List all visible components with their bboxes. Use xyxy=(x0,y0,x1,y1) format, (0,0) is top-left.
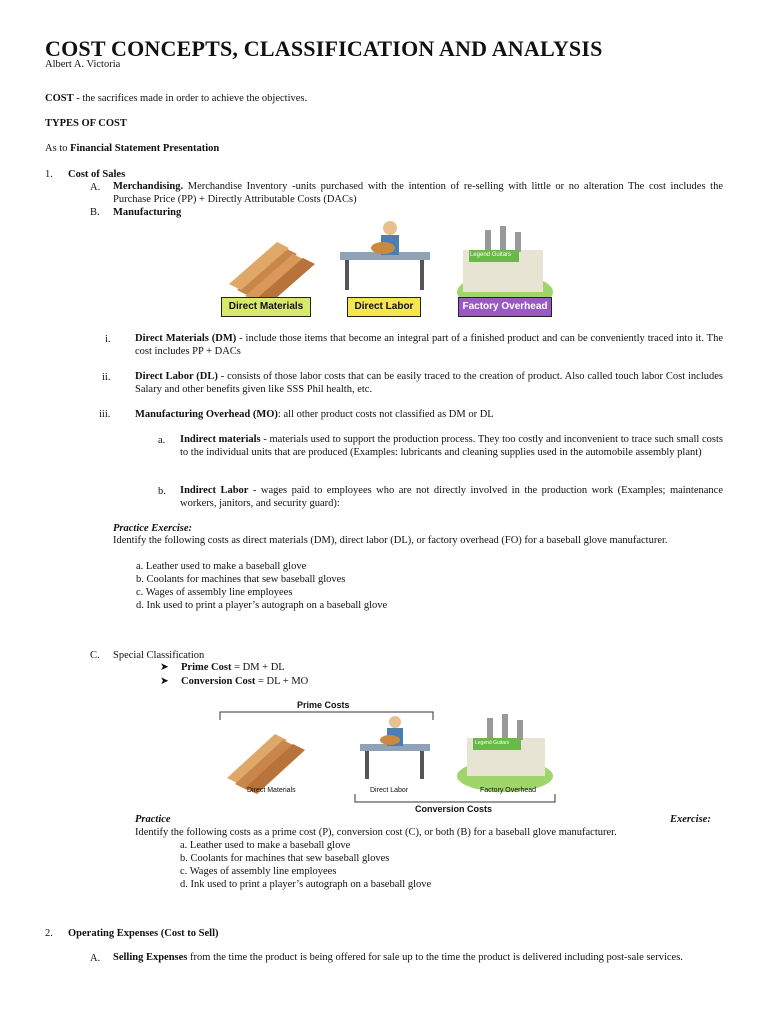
prime-conversion-diagram xyxy=(215,698,560,816)
worker-image xyxy=(340,221,430,290)
as-to-bold: Financial Statement Presentation xyxy=(70,143,220,154)
manuf-label: Manufacturing xyxy=(113,207,182,218)
selling-text: from the time the product is being offered for sale up to the time the product is delivered including post-sale services. xyxy=(187,952,683,963)
dl-label: Direct Labor (DL) xyxy=(135,371,218,382)
page-title: COST CONCEPTS, CLASSIFICATION AND ANALYSIS xyxy=(45,36,603,61)
merch-text: Merchandise Inventory -units purchased with the intention of re-selling with little or no alteration The cost includes the Purchase Price (PP) + Directly Attributable Costs (DACs) xyxy=(113,181,723,205)
conversion-costs-label: Conversion Costs xyxy=(415,804,493,814)
practice1-intro: Identify the following costs as direct materials (DM), direct labor (DL), or factory overhead (FO) for a baseball glove manufacturer. xyxy=(113,535,668,546)
conversion-bullet: ➤ xyxy=(160,676,169,687)
dm-paragraph xyxy=(135,333,723,358)
item2-label: Operating Expenses (Cost to Sell) xyxy=(68,928,219,939)
mo-num: iii. xyxy=(99,409,111,420)
types-heading: TYPES OF COST xyxy=(45,118,127,129)
prime-costs-label: Prime Costs xyxy=(297,700,350,710)
il-text: - wages paid to employees who are not directly involved in the production work (Examples; maintenance workers, janitors, and security guard): xyxy=(180,485,723,509)
practice1-item-c: c. Wages of assembly line employees xyxy=(136,587,293,598)
factory-image-2 xyxy=(457,714,553,792)
diagram2-sign: Legend Guitars xyxy=(475,740,510,746)
merch-paragraph xyxy=(113,181,723,206)
conversion-line xyxy=(181,675,308,688)
diagram1-fo-label: Factory Overhead xyxy=(458,297,552,317)
practice2-item-c: c. Wages of assembly line employees xyxy=(180,866,337,877)
merch-letter: A. xyxy=(90,182,101,193)
im-paragraph xyxy=(180,434,723,459)
diagram1-dm-label: Direct Materials xyxy=(221,297,311,317)
prime-line xyxy=(181,661,285,674)
diagram1-dl-label: Direct Labor xyxy=(347,297,421,317)
practice2-intro: Identify the following costs as a prime cost (P), conversion cost (C), or both (B) for a baseball glove manufacturer. xyxy=(135,827,617,838)
diagram2-dm-label: Direct Materials xyxy=(247,787,296,794)
il-label: Indirect Labor xyxy=(180,485,249,496)
mo-paragraph xyxy=(135,408,494,421)
im-text: - materials used to support the production process. They too costly and inconvenient to trace such small costs to the individual units that are produced (Examples: lubricants and cleaning supplies used in the automobile assembly plant) xyxy=(180,434,723,458)
dl-text: - consists of those labor costs that can be easily traced to the creation of product. Also called touch labor Cost includes Salary and other benefits given like SSS Phil health, etc. xyxy=(135,371,723,395)
diagram2-fo-label: Factory Overhead xyxy=(480,787,537,794)
il-letter: b. xyxy=(158,486,166,497)
practice1-heading: Practice Exercise: xyxy=(113,523,193,534)
conversion-label: Conversion Cost xyxy=(181,676,256,687)
practice1-item-b: b. Coolants for machines that sew baseball gloves xyxy=(136,574,346,585)
practice2-heading-left: Practice xyxy=(135,814,171,825)
dl-num: ii. xyxy=(102,372,111,383)
item1-num: 1. xyxy=(45,169,53,180)
item1-label: Cost of Sales xyxy=(68,169,126,180)
diagram2-art xyxy=(215,698,560,816)
conversion-text: = DL + MO xyxy=(255,676,309,687)
merch-label: Merchandising. xyxy=(113,181,184,192)
special-label: Special Classification xyxy=(113,650,205,661)
prime-bullet: ➤ xyxy=(160,662,169,673)
special-letter: C. xyxy=(90,650,100,661)
dm-text: - include those items that become an integral part of a finished product and can be conveniently traced into it. The cost includes PP + DACs xyxy=(135,333,723,357)
cost-text: - the sacrifices made in order to achieve the objectives. xyxy=(73,93,308,104)
selling-paragraph xyxy=(113,952,723,965)
prime-text: = DM + DL xyxy=(231,662,285,673)
mo-text: : all other product costs not classified as DM or DL xyxy=(277,409,494,420)
prime-label: Prime Cost xyxy=(181,662,232,673)
dm-label: Direct Materials (DM) xyxy=(135,333,237,344)
practice2-item-d: d. Ink used to print a player’s autograph on a baseball glove xyxy=(180,879,432,890)
diagram1-sign: Legend Guitars xyxy=(470,252,512,258)
mo-label: Manufacturing Overhead (MO) xyxy=(135,409,278,420)
selling-label: Selling Expenses xyxy=(113,952,188,963)
cost-term: COST xyxy=(45,93,74,104)
practice1-item-a: a. Leather used to make a baseball glove xyxy=(136,561,307,572)
as-to-prefix: As to xyxy=(45,143,71,154)
manufacturing-cost-diagram xyxy=(215,220,560,320)
as-to-line xyxy=(45,142,219,155)
dl-paragraph xyxy=(135,371,723,396)
cost-definition xyxy=(45,92,307,105)
practice2-heading-right: Exercise: xyxy=(670,814,711,825)
item2-num: 2. xyxy=(45,928,53,939)
practice2-item-a: a. Leather used to make a baseball glove xyxy=(180,840,351,851)
selling-letter: A. xyxy=(90,953,101,964)
lumber-image-2 xyxy=(227,734,305,794)
dm-num: i. xyxy=(105,334,111,345)
manuf-letter: B. xyxy=(90,207,100,218)
im-label: Indirect materials xyxy=(180,434,261,445)
worker-image-2 xyxy=(360,716,430,779)
im-letter: a. xyxy=(158,435,166,446)
il-paragraph xyxy=(180,485,723,510)
diagram2-dl-label: Direct Labor xyxy=(370,787,409,794)
author: Albert A. Victoria xyxy=(45,59,121,70)
practice1-item-d: d. Ink used to print a player’s autograph on a baseball glove xyxy=(136,600,388,611)
practice2-item-b: b. Coolants for machines that sew baseball gloves xyxy=(180,853,390,864)
